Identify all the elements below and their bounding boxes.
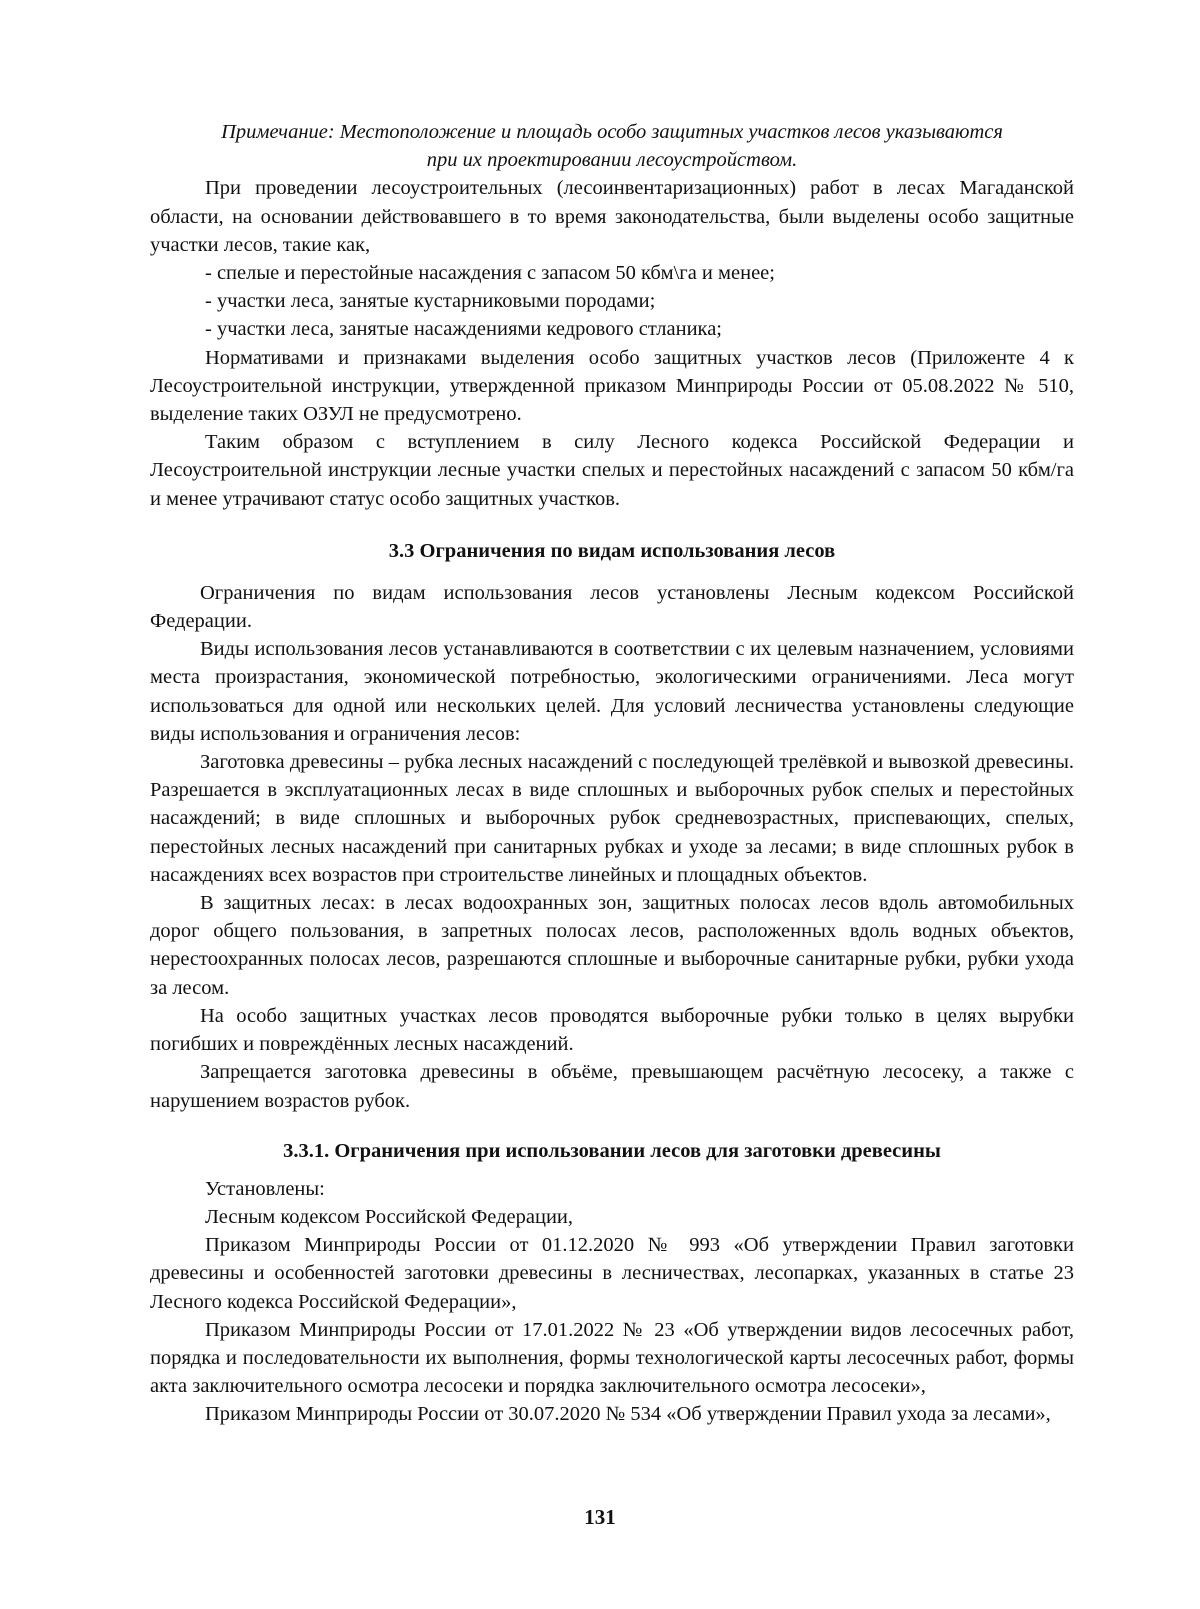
intro-paragraph-3: Таким образом с вступлением в силу Лесного кодекса Российской Федерации и Лесоустроительной инструкции лесные участки спелых и перестойных насаждений с запасом 50 кбм/га и менее утрачивают статус особо защитных участков. bbox=[150, 431, 1074, 510]
section-3-3-heading: 3.3 Ограничения по видам использования лесов bbox=[388, 539, 836, 562]
intro-paragraph-1: При проведении лесоустроительных (лесоинвентаризационных) работ в лесах Магаданской области, на основании действовавшего в то время законодательства, были выделены особо защитные участки лесов, такие как, bbox=[150, 177, 1074, 256]
list-item: - участки леса, занятые кустарниковыми породами; bbox=[205, 290, 656, 313]
note-line-2: при их проектировании лесоустройством. bbox=[426, 149, 798, 172]
note-line-1: Примечание: Местоположение и площадь особо защитных участков лесов указываются bbox=[221, 121, 1003, 143]
section-3-3-paragraph: Заготовка древесины – рубка лесных насаждений с последующей трелёвкой и вывозкой древесины. Разрешается в эксплуатационных лесах в виде сплошных и выборочных рубок спелых и перестойных насаждений; в виде сплошных и выборочных рубок средневозрастных, приспевающих, спелых, перестойных лесных насаждений при санитарных рубках и уходе за лесами; в виде сплошных рубок в насаждениях всех возрастов при строительстве линейных и площадных объектов. bbox=[150, 751, 1074, 886]
list-item: - спелые и перестойные насаждения с запасом 50 кбм\га и менее; bbox=[205, 262, 775, 285]
section-3-3-1-paragraph: Установлены: bbox=[205, 1177, 325, 1200]
section-3-3-paragraph: В защитных лесах: в лесах водоохранных зон, защитных полосах лесов вдоль автомобильных дорог общего пользования, в запретных полосах лесов, расположенных вдоль водных объектов, нерестоохранных полосах лесов, разрешаются сплошные и выборочные санитарные рубки, рубки ухода за лесом. bbox=[150, 892, 1074, 999]
section-3-3-1-heading: 3.3.1. Ограничения при использовании лесов для заготовки древесины bbox=[283, 1139, 941, 1162]
list-item: - участки леса, занятые насаждениями кедрового стланика; bbox=[205, 318, 722, 341]
section-3-3-paragraph: Виды использования лесов устанавливаются в соответствии с их целевым назначением, условиями места произрастания, экономической потребностью, экологическими ограничениями. Леса могут использоваться для одной или нескольких целей. Для условий лесничества установлены следующие виды использования и ограничения лесов: bbox=[150, 638, 1074, 745]
section-3-3-1-paragraph: Лесным кодексом Российской Федерации, bbox=[205, 1205, 574, 1228]
document-page bbox=[150, 118, 1074, 1429]
section-3-3-1-paragraph: Приказом Минприроды России от 01.12.2020 № 993 «Об утверждении Правил заготовки древесины и особенностей заготовки древесины в лесничествах, лесопарках, указанных в статье 23 Лесного кодекса Российской Федерации», bbox=[150, 1234, 1074, 1313]
section-3-3-paragraph: Ограничения по видам использования лесов установлены Лесным кодексом Российской Федерации. bbox=[150, 581, 1074, 633]
section-3-3-1-paragraph: Приказом Минприроды России от 30.07.2020 № 534 «Об утверждении Правил ухода за лесами», bbox=[205, 1403, 1051, 1426]
section-3-3-1-paragraph: Приказом Минприроды России от 17.01.2022 № 23 «Об утверждении видов лесосечных работ, порядка и последовательности их выполнения, формы технологической карты лесосечных работ, формы акта заключительного осмотра лесосеки и порядка заключительного осмотра лесосеки», bbox=[150, 1318, 1074, 1398]
page-number: 131 bbox=[584, 1505, 616, 1529]
intro-paragraph-2: Нормативами и признаками выделения особо защитных участков лесов (Приложенте 4 к Лесоустроительной инструкции, утвержденной приказом Минприроды России от 05.08.2022 № 510, выделение таких ОЗУЛ не предусмотрено. bbox=[150, 346, 1074, 426]
section-3-3-paragraph: На особо защитных участках лесов проводятся выборочные рубки только в целях вырубки погибших и повреждённых лесных насаждений. bbox=[150, 1004, 1074, 1056]
note bbox=[150, 118, 1074, 174]
section-3-3-paragraph: Запрещается заготовка древесины в объёме, превышающем расчётную лесосеку, а также с нарушением возрастов рубок. bbox=[150, 1061, 1074, 1112]
